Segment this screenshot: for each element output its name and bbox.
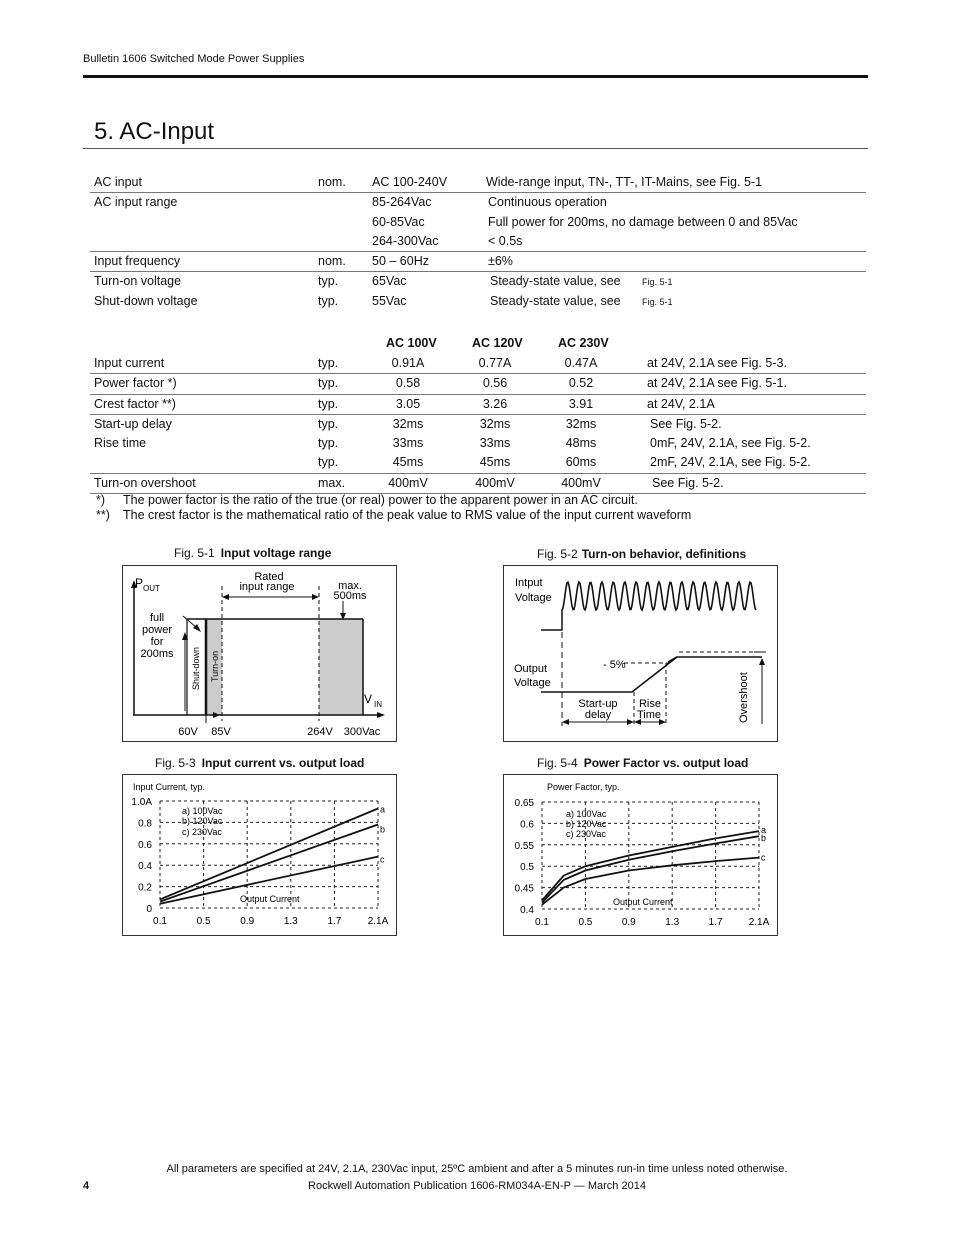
x-tick-label: 2.1A (367, 916, 389, 927)
fig2-caption: Fig. 5-2 Turn-on behavior, definitions (537, 547, 747, 561)
perf-v3: 48ms (565, 436, 597, 451)
y-tick-label: 0.45 (514, 883, 534, 895)
series-label: c (761, 852, 766, 863)
perf-param: Power factor *) (94, 376, 177, 391)
perf-cond: typ. (318, 455, 339, 470)
y-tick-label: 0.6 (138, 839, 152, 851)
title-rule (83, 148, 868, 149)
perf-note: 0mF, 24V, 2.1A, see Fig. 5-2. (650, 436, 811, 451)
chart4-header: Power Factor, typ. (547, 782, 620, 792)
spec-note: ±6% (488, 254, 513, 269)
x-tick-label: 1.3 (665, 917, 680, 928)
series-label: b (380, 824, 386, 835)
series-line-b (542, 836, 759, 902)
spec-row (90, 193, 866, 212)
y-tick-label: 0.4 (520, 905, 534, 916)
perf-row (90, 453, 866, 473)
fig3-caption: Fig. 5-3 Input current vs. output load (155, 756, 365, 770)
page-number: 4 (83, 1180, 90, 1192)
svg-text:power: power (142, 624, 172, 636)
svg-text:b) 120Vac: b) 120Vac (566, 819, 607, 829)
perf-cond: max. (318, 475, 346, 490)
svg-text:60V: 60V (178, 726, 198, 738)
y-tick-label: 0.5 (520, 862, 534, 874)
perf-v3: 32ms (565, 416, 597, 431)
y-tick-label: 1.0A (131, 797, 152, 808)
x-tick-label: 0.1 (535, 917, 549, 928)
perf-param: Crest factor **) (94, 396, 176, 411)
x-tick-label: 0.9 (621, 917, 636, 928)
series-label: a (761, 825, 767, 836)
perf-cond: typ. (318, 376, 339, 391)
footer-publication: Rockwell Automation Publication 1606-RM034A-EN-P — March 2014 (308, 1180, 646, 1192)
spec-value: 65Vac (372, 274, 407, 289)
x-tick-label: 1.7 (327, 916, 342, 927)
perf-header: AC 230V (558, 336, 609, 350)
svg-text:Output Current: Output Current (613, 897, 673, 907)
perf-v1: 400mV (388, 475, 428, 490)
spec-note: Steady-state value, see (490, 293, 621, 308)
x-tick-label: 1.3 (283, 916, 298, 927)
spec-row (90, 272, 866, 291)
svg-text:full: full (149, 612, 165, 624)
svg-text:OUT: OUT (143, 584, 160, 593)
perf-param: Rise time (94, 436, 147, 451)
fig1-input-voltage-range (122, 565, 397, 742)
svg-text:Time: Time (636, 709, 662, 721)
perf-row (90, 354, 866, 374)
perf-v2: 32ms (479, 416, 511, 431)
svg-text:200ms: 200ms (140, 648, 174, 660)
svg-text:Voltage: Voltage (515, 592, 552, 604)
perf-v1: 33ms (392, 436, 424, 451)
svg-text:Voltage: Voltage (514, 677, 551, 689)
svg-text:Rise: Rise (638, 698, 662, 710)
fig2-overshoot-label: Overshoot (738, 672, 750, 723)
fig4-power-factor-chart (503, 774, 778, 936)
perf-v3: 60ms (565, 455, 597, 470)
spec-row (90, 252, 866, 272)
spec-param: Shut-down voltage (94, 293, 198, 308)
svg-text:IN: IN (374, 700, 382, 709)
svg-text:264V: 264V (307, 726, 333, 738)
spec-cond: nom. (318, 175, 346, 189)
perf-cond: typ. (318, 396, 339, 411)
spec-value: 60-85Vac (372, 214, 425, 229)
spec-row (90, 232, 866, 252)
perf-cond: typ. (318, 416, 339, 431)
performance-table (90, 334, 866, 494)
series-label: a (380, 804, 386, 815)
spec-ref: Fig. 5-1 (642, 277, 673, 288)
perf-v1: 0.91A (391, 356, 425, 370)
spec-value: 55Vac (372, 293, 407, 308)
y-tick-label: 0 (146, 904, 152, 915)
perf-note: See Fig. 5-2. (652, 475, 724, 490)
perf-v2: 400mV (475, 475, 515, 490)
perf-v2: 33ms (479, 436, 511, 451)
perf-param: Input current (94, 356, 165, 370)
perf-v3: 400mV (561, 475, 601, 490)
svg-text:Rated: Rated (254, 571, 284, 583)
spec-note: < 0.5s (488, 233, 523, 248)
perf-note: at 24V, 2.1A see Fig. 5-3. (647, 356, 787, 370)
x-tick-label: 2.1A (748, 917, 770, 928)
perf-v3: 0.52 (568, 376, 594, 391)
spec-note: Wide-range input, TN-, TT-, IT-Mains, see Fig. 5-1 (486, 175, 763, 189)
perf-v2: 0.56 (482, 376, 508, 391)
fig1-shutdown-label: Shut-down (191, 646, 201, 690)
spec-row (90, 173, 866, 193)
perf-cond: typ. (318, 436, 339, 451)
svg-text:500ms: 500ms (333, 590, 367, 602)
fig2-turn-on-behavior (503, 565, 778, 742)
perf-note: at 24V, 2.1A (647, 396, 715, 411)
spec-cond: typ. (318, 293, 339, 308)
perf-v3: 0.47A (564, 356, 598, 370)
perf-header: AC 120V (472, 336, 523, 350)
spec-note: Full power for 200ms, no damage between 0 and 85Vac (488, 214, 798, 229)
spec-value: 85-264Vac (372, 195, 432, 210)
spec-row (90, 292, 866, 311)
svg-text:c) 230Vac: c) 230Vac (182, 827, 222, 837)
y-tick-label: 0.2 (138, 882, 152, 894)
perf-header: AC 100V (386, 336, 437, 350)
section-title: 5. AC-Input (94, 118, 215, 145)
svg-text:Intput: Intput (515, 577, 543, 589)
svg-text:c) 230Vac: c) 230Vac (566, 829, 606, 839)
perf-v1: 0.58 (395, 376, 421, 391)
perf-note: See Fig. 5-2. (650, 416, 722, 431)
perf-v1: 3.05 (395, 396, 421, 411)
spec-cond: nom. (318, 254, 346, 269)
x-tick-label: 0.5 (578, 917, 593, 928)
spec-value: AC 100-240V (372, 175, 448, 189)
svg-text:Output: Output (514, 663, 548, 675)
x-tick-label: 0.5 (196, 916, 211, 927)
fig4-caption: Fig. 5-4 Power Factor vs. output load (537, 756, 749, 770)
svg-text:Output Current: Output Current (240, 894, 300, 904)
y-tick-label: 0.6 (520, 819, 534, 831)
perf-v1: 45ms (392, 455, 424, 470)
y-tick-label: 0.8 (138, 818, 152, 830)
spec-value: 264-300Vac (372, 233, 439, 248)
footer-note: All parameters are specified at 24V, 2.1A, 230Vac input, 25ºC ambient and after a 5 minutes run-in time unless noted otherwise. (166, 1163, 788, 1175)
perf-v2: 45ms (479, 455, 511, 470)
spec-param: AC input range (94, 195, 178, 210)
svg-text:for: for (150, 636, 164, 648)
perf-v2: 0.77A (478, 356, 512, 370)
fig1-x-label: V (364, 692, 373, 706)
svg-text:b) 120Vac: b) 120Vac (182, 816, 223, 826)
series-label: b (761, 833, 767, 844)
perf-v1: 32ms (392, 416, 424, 431)
spec-param: AC input (94, 175, 142, 189)
svg-text:Start-up: Start-up (578, 698, 618, 710)
perf-v2: 3.26 (482, 396, 508, 411)
header-rule (83, 75, 868, 78)
perf-row (90, 395, 866, 415)
perf-row (90, 374, 866, 394)
perf-cond: typ. (318, 356, 339, 370)
perf-note: at 24V, 2.1A see Fig. 5-1. (647, 376, 787, 391)
page-header: Bulletin 1606 Switched Mode Power Supplies (83, 53, 305, 65)
series-label: c (380, 854, 385, 865)
perf-note: 2mF, 24V, 2.1A, see Fig. 5-2. (650, 455, 811, 470)
spec-ref: Fig. 5-1 (642, 296, 673, 307)
fig1-caption: Fig. 5-1 Input voltage range (174, 546, 332, 560)
fig1-y-label: P (135, 576, 144, 590)
y-tick-label: 0.4 (138, 861, 152, 873)
perf-v3: 3.91 (568, 396, 594, 411)
x-tick-label: 1.7 (708, 917, 723, 928)
spec-table (90, 173, 866, 311)
svg-text:delay: delay (584, 709, 612, 721)
spec-note: Steady-state value, see (490, 274, 621, 289)
spec-row (90, 213, 866, 232)
spec-param: Input frequency (94, 254, 181, 269)
perf-param: Start-up delay (94, 416, 172, 431)
spec-param: Turn-on voltage (94, 274, 182, 289)
spec-cond: typ. (318, 274, 339, 289)
spec-value: 50 – 60Hz (372, 254, 429, 269)
x-tick-label: 0.9 (240, 916, 255, 927)
perf-param: Turn-on overshoot (94, 475, 196, 490)
svg-text:- 5%: - 5% (603, 659, 626, 671)
perf-row (90, 415, 866, 434)
chart3-header: Input Current, typ. (133, 782, 206, 792)
y-tick-label: 0.65 (514, 798, 534, 809)
perf-row (90, 434, 866, 453)
svg-text:a) 100Vac: a) 100Vac (566, 809, 607, 819)
svg-text:300Vac: 300Vac (343, 726, 381, 738)
fig1-turnon-label: Turn-on (210, 650, 220, 682)
x-tick-label: 0.1 (153, 916, 167, 927)
perf-row (90, 474, 866, 494)
y-tick-label: 0.55 (514, 840, 534, 852)
svg-text:input range: input range (239, 581, 295, 593)
svg-text:85V: 85V (211, 726, 231, 738)
spec-note: Continuous operation (488, 195, 607, 210)
fig3-input-current-chart (122, 774, 397, 936)
svg-text:a) 100Vac: a) 100Vac (182, 806, 223, 816)
svg-text:max.: max. (338, 580, 362, 592)
perf-header-row (90, 334, 866, 354)
